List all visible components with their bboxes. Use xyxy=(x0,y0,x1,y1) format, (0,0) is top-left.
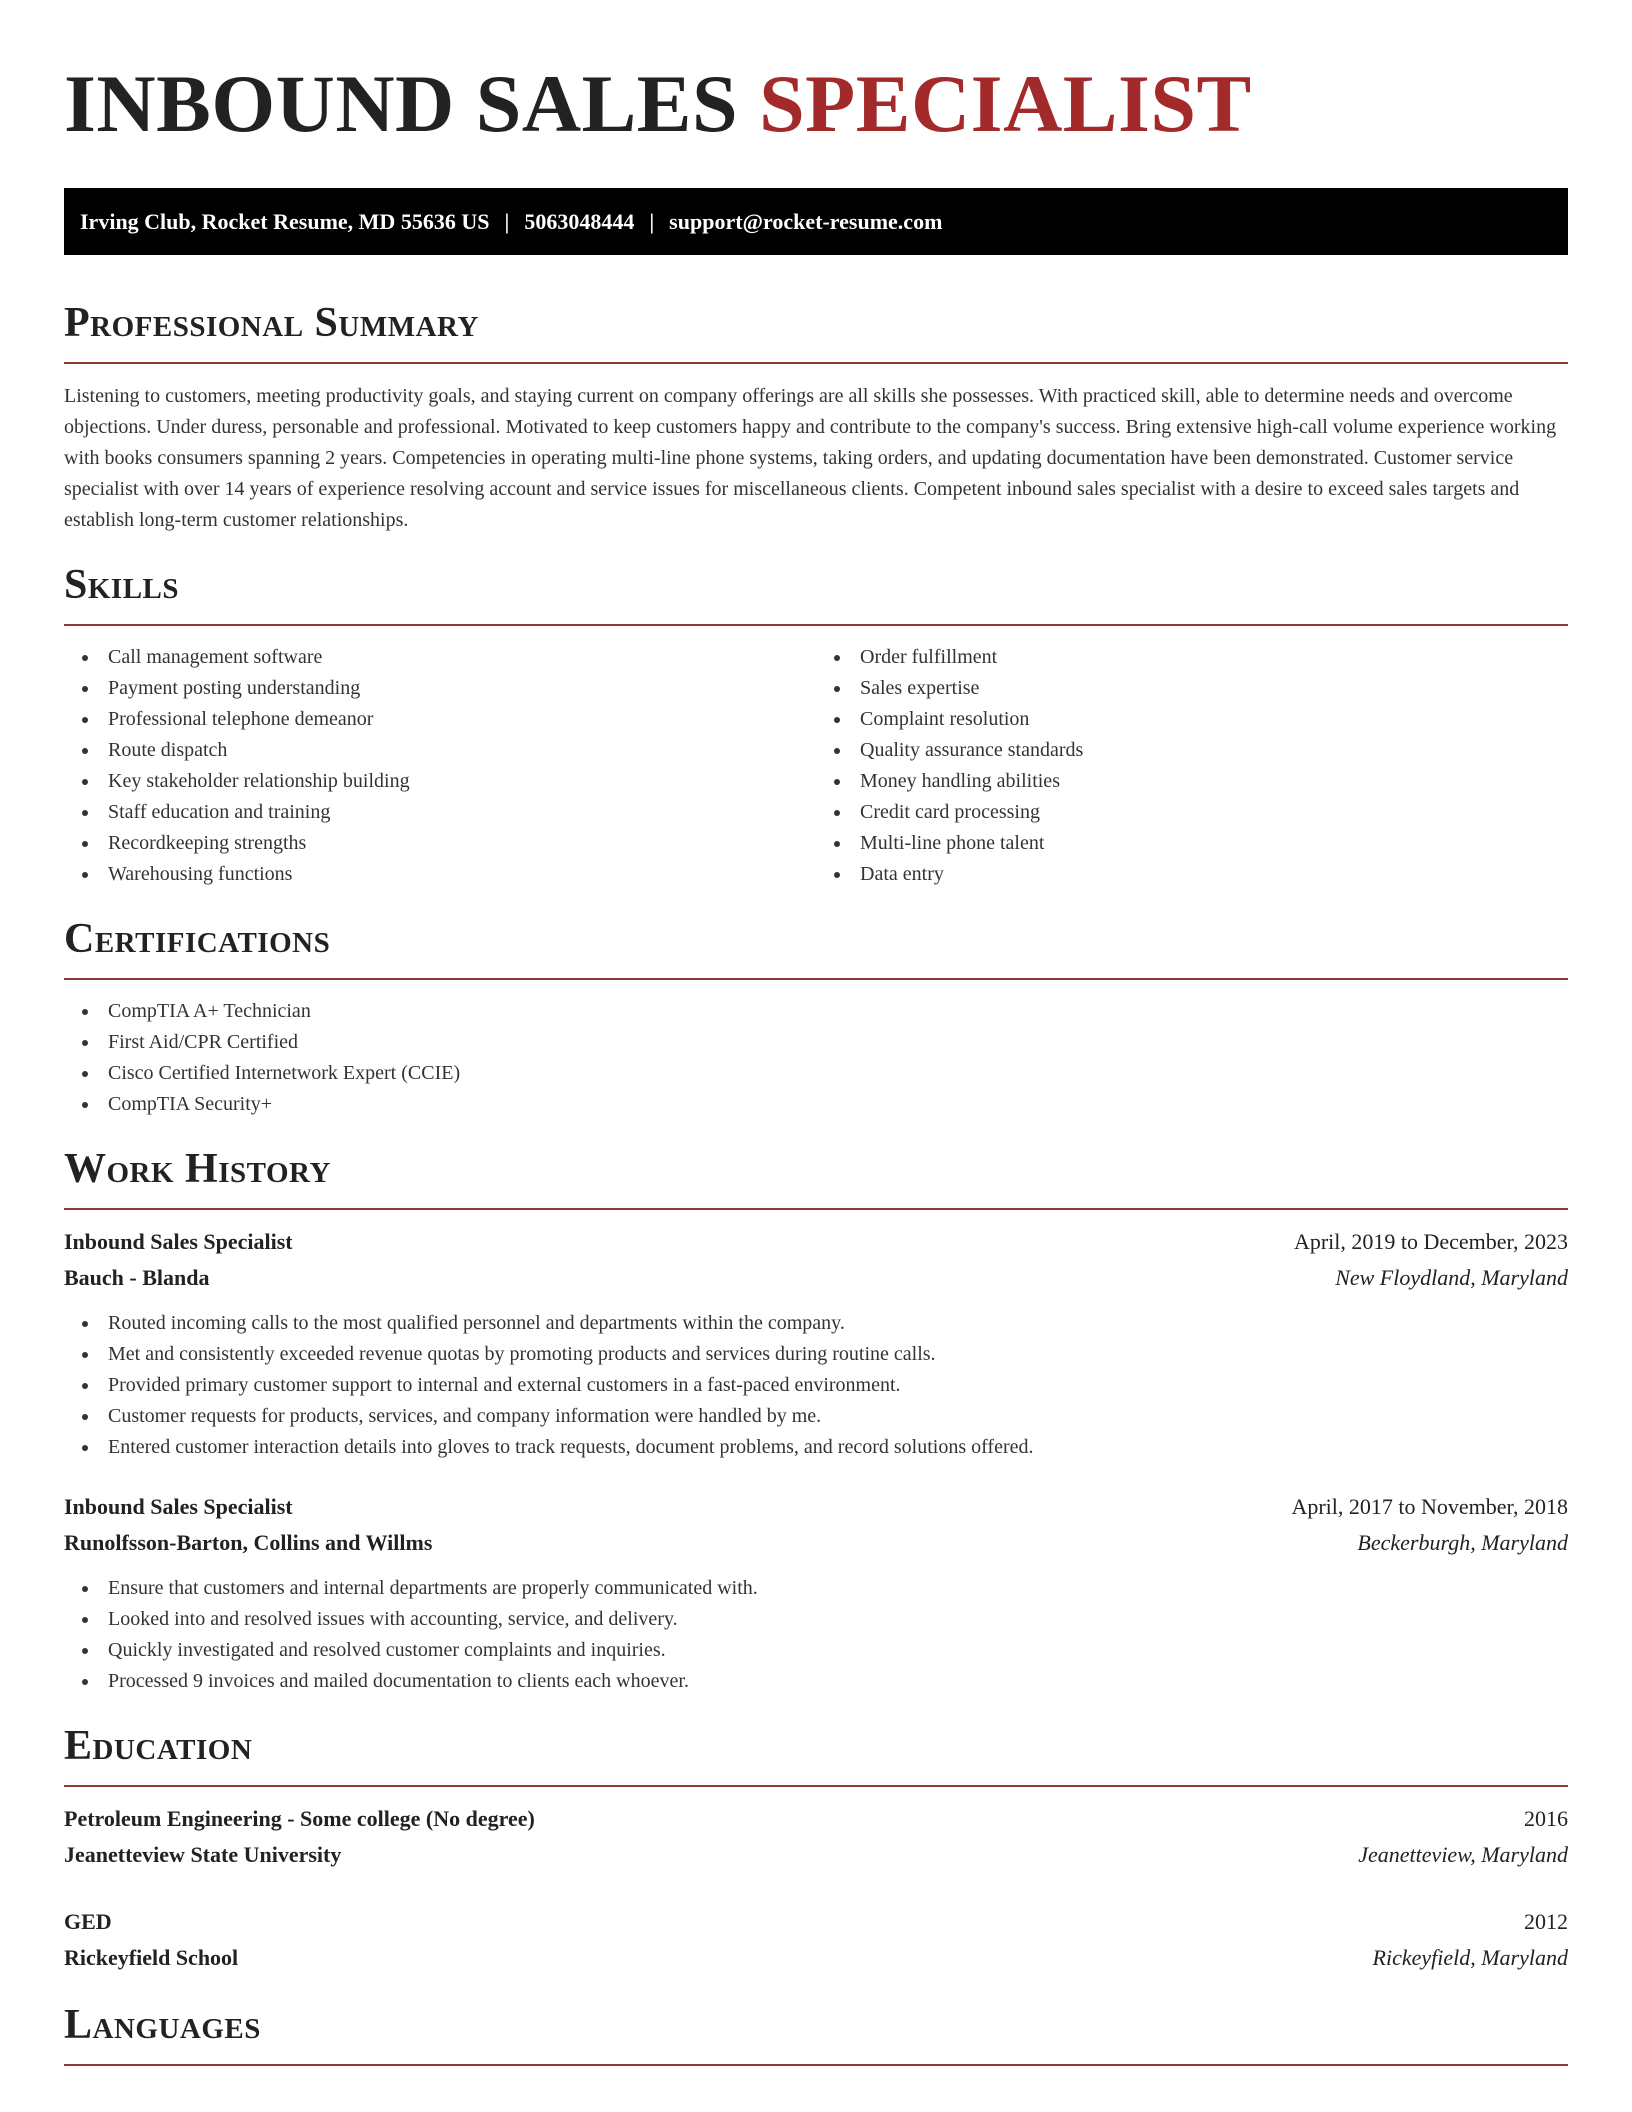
list-item: Provided primary customer support to internal and external customers in a fast-paced environment. xyxy=(64,1370,1568,1401)
list-item: Order fulfillment xyxy=(816,642,1568,673)
section-divider xyxy=(64,624,1568,626)
certifications-section xyxy=(64,914,1568,1120)
education-school-row xyxy=(64,1940,1568,1976)
section-heading-work-history: Work History xyxy=(64,1146,331,1192)
certifications-list xyxy=(64,996,1568,1120)
job-entry xyxy=(64,1489,1568,1697)
job-title: Inbound Sales Specialist xyxy=(64,1494,293,1519)
list-item: Ensure that customers and internal departments are properly communicated with. xyxy=(64,1573,1568,1604)
list-item: Payment posting understanding xyxy=(64,673,816,704)
list-item: Quality assurance standards xyxy=(816,735,1568,766)
page-title xyxy=(64,0,1568,150)
contact-phone[interactable]: 5063048444 xyxy=(524,209,635,234)
education-degree: GED xyxy=(64,1909,112,1934)
education-section xyxy=(64,1721,1568,1976)
list-item: Met and consistently exceeded revenue quotas by promoting products and services during routine calls. xyxy=(64,1339,1568,1370)
job-duties-list xyxy=(64,1308,1568,1463)
list-item: Quickly investigated and resolved customer complaints and inquiries. xyxy=(64,1635,1568,1666)
education-degree: Petroleum Engineering - Some college (No degree) xyxy=(64,1806,535,1831)
list-item: Credit card processing xyxy=(816,797,1568,828)
job-header-row xyxy=(64,1489,1568,1525)
list-item: Key stakeholder relationship building xyxy=(64,766,816,797)
section-divider xyxy=(64,1785,1568,1787)
job-dates: April, 2019 to December, 2023 xyxy=(1293,1229,1568,1254)
job-dates: April, 2017 to November, 2018 xyxy=(1291,1494,1568,1519)
list-item: Entered customer interaction details into gloves to track requests, document problems, and record solutions offered. xyxy=(64,1432,1568,1463)
job-company-row xyxy=(64,1525,1568,1561)
skills-section xyxy=(64,560,1568,890)
list-item: CompTIA Security+ xyxy=(64,1089,1568,1120)
title-accent: SPECIALIST xyxy=(759,58,1252,149)
education-location: Rickeyfield, Maryland xyxy=(1372,1945,1568,1970)
list-item: Warehousing functions xyxy=(64,859,816,890)
education-entry xyxy=(64,1904,1568,1976)
languages-section xyxy=(64,2000,1568,2066)
job-header-row xyxy=(64,1224,1568,1260)
list-item: Routed incoming calls to the most qualified personnel and departments within the company. xyxy=(64,1308,1568,1339)
list-item: Staff education and training xyxy=(64,797,816,828)
job-duties-list xyxy=(64,1573,1568,1697)
section-heading-certifications: Certifications xyxy=(64,916,331,962)
education-year: 2012 xyxy=(1524,1909,1568,1934)
list-item: Processed 9 invoices and mailed documentation to clients each whoever. xyxy=(64,1666,1568,1697)
education-location: Jeanetteview, Maryland xyxy=(1358,1842,1568,1867)
contact-email[interactable]: support@rocket-resume.com xyxy=(669,209,943,234)
section-heading-languages: Languages xyxy=(64,2002,261,2048)
job-entry xyxy=(64,1224,1568,1463)
list-item: CompTIA A+ Technician xyxy=(64,996,1568,1027)
list-item: Customer requests for products, services, and company information were handled by me. xyxy=(64,1401,1568,1432)
section-divider xyxy=(64,362,1568,364)
list-item: Sales expertise xyxy=(816,673,1568,704)
education-school: Jeanetteview State University xyxy=(64,1842,342,1867)
list-item: Professional telephone demeanor xyxy=(64,704,816,735)
education-year: 2016 xyxy=(1524,1806,1568,1831)
list-item: Recordkeeping strengths xyxy=(64,828,816,859)
list-item: First Aid/CPR Certified xyxy=(64,1027,1568,1058)
job-company: Bauch - Blanda xyxy=(64,1265,210,1290)
section-divider xyxy=(64,978,1568,980)
list-item: Cisco Certified Internetwork Expert (CCIE) xyxy=(64,1058,1568,1089)
education-entry xyxy=(64,1801,1568,1873)
work-history-section xyxy=(64,1144,1568,1697)
education-school-row xyxy=(64,1837,1568,1873)
list-item: Multi-line phone talent xyxy=(816,828,1568,859)
job-location: New Floydland, Maryland xyxy=(1335,1265,1568,1290)
list-item: Money handling abilities xyxy=(816,766,1568,797)
job-company: Runolfsson-Barton, Collins and Willms xyxy=(64,1530,433,1555)
title-main: INBOUND SALES xyxy=(64,58,739,149)
job-title: Inbound Sales Specialist xyxy=(64,1229,293,1254)
list-item: Data entry xyxy=(816,859,1568,890)
section-heading-skills: Skills xyxy=(64,562,180,608)
list-item: Route dispatch xyxy=(64,735,816,766)
section-heading-education: Education xyxy=(64,1723,253,1769)
contact-separator: | xyxy=(649,209,655,234)
skills-grid xyxy=(64,642,1568,890)
contact-separator: | xyxy=(504,209,510,234)
list-item: Looked into and resolved issues with accounting, service, and delivery. xyxy=(64,1604,1568,1635)
section-divider xyxy=(64,2064,1568,2066)
education-header-row xyxy=(64,1801,1568,1837)
education-header-row xyxy=(64,1904,1568,1940)
section-heading-summary: Professional Summary xyxy=(64,300,479,346)
summary-section xyxy=(64,298,1568,536)
skills-list-left xyxy=(64,642,816,890)
contact-bar xyxy=(64,188,1568,255)
skills-list-right xyxy=(816,642,1568,890)
summary-text: Listening to customers, meeting productivity goals, and staying current on company offerings are all skills she possesses. With practiced skill, able to determine needs and overcome objections. Under duress, personable and professional. Motivated to keep customers happy and contribute to the company's success. Bring extensive high-call volume experience working with books consumers spanning 2 years. Competencies in operating multi-line phone systems, taking orders, and updating documentation have been demonstrated. Customer service specialist with over 14 years of experience resolving account and service issues for miscellaneous clients. Competent inbound sales specialist with a desire to exceed sales targets and establish long-term customer relationships. xyxy=(64,385,1557,531)
list-item: Complaint resolution xyxy=(816,704,1568,735)
education-school: Rickeyfield School xyxy=(64,1945,239,1970)
job-location: Beckerburgh, Maryland xyxy=(1357,1530,1568,1555)
job-company-row xyxy=(64,1260,1568,1296)
section-divider xyxy=(64,1208,1568,1210)
list-item: Call management software xyxy=(64,642,816,673)
contact-address: Irving Club, Rocket Resume, MD 55636 US xyxy=(80,209,490,234)
